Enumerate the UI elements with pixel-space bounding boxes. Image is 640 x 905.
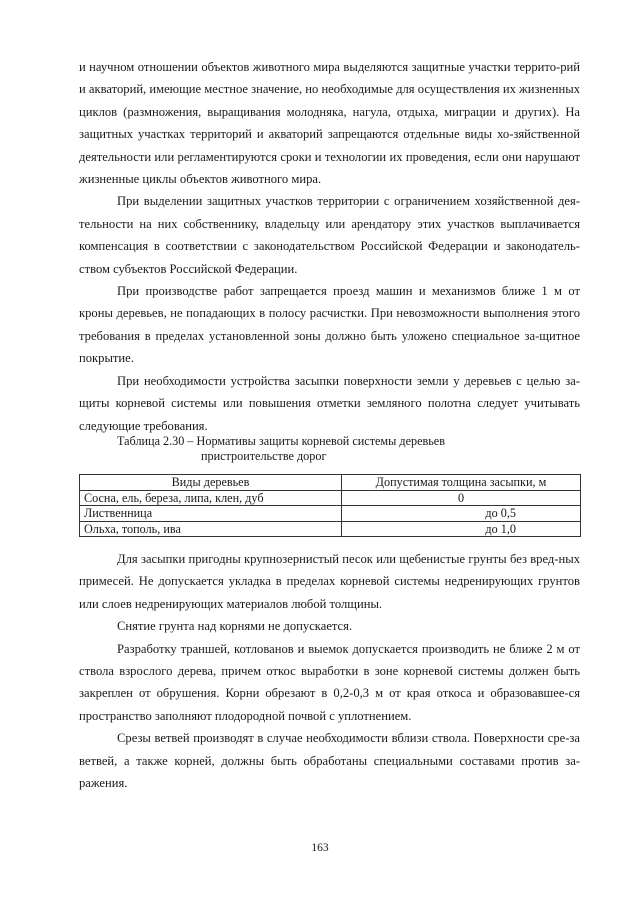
- table-header-row: [80, 475, 581, 491]
- text-block-top: [79, 56, 580, 437]
- paragraph: Снятие грунта над корнями не допускается.: [117, 619, 353, 634]
- paragraph: Для засыпки пригодны крупнозернистый песок или щебенистые грунты без вред-ных примесей. Не допускается укладка в пределах корневой системы недренирующих грунтов или слоев недренирующих материалов любой толщины.: [79, 552, 580, 611]
- table-cell-thickness: до 1,0: [342, 521, 581, 537]
- table-caption-line1: Таблица 2.30 – Нормативы защиты корневой системы деревьев: [117, 434, 445, 448]
- table-caption-line2: пристроительстве дорог: [201, 449, 327, 463]
- table-header-fill-thickness: Допустимая толщина засыпки, м: [342, 475, 581, 491]
- paragraph: и научном отношении объектов животного мира выделяются защитные участки террито-рий и акваторий, имеющие местное значение, но необходимые для осуществления их жизненных циклов (размножения, выращивания молодняка, нагула, отдыха, миграции и других). На защитных участках территорий и акваторий запрещаются отдельные виды хо-зяйственной деятельности или регламентируются сроки и технологии их проведения, если они нарушают жизненные циклы объектов животного мира.: [79, 60, 580, 187]
- paragraph: Разработку траншей, котлованов и выемок допускается производить не ближе 2 м от ствола взрослого дерева, причем откос выработки в зоне корневой системы должен быть закреплен от обрушения. Корни обрезают в 0,2-0,3 м от края откоса и образовавшее-ся пространство заполняют плодородной почвой с уплотнением.: [79, 641, 580, 723]
- paragraph: При необходимости устройства засыпки поверхности земли у деревьев с целью за-щиты корневой системы или повышения отметки земляного полотна следует учитывать следующие требования.: [79, 373, 580, 433]
- table-row: [80, 506, 581, 522]
- root-protection-table: [79, 474, 581, 537]
- table-caption: [117, 434, 445, 464]
- table-cell-thickness: до 0,5: [342, 506, 581, 522]
- paragraph: При производстве работ запрещается проезд машин и механизмов ближе 1 м от кроны деревьев, не попадающих в полосу расчистки. При невозможности выполнения этого требования в пределах установленной зоны должно быть уложено специальное за-щитное покрытие.: [79, 284, 580, 366]
- page-number: 163: [311, 842, 329, 854]
- table-cell-species: Сосна, ель, береза, липа, клен, дуб: [80, 490, 342, 506]
- paragraph: Срезы ветвей производят в случае необходимости вблизи ствола. Поверхности сре-за ветвей, а также корней, должны быть обработаны специальными составами против за-ражения.: [79, 731, 580, 791]
- text-block-bottom: [79, 548, 580, 794]
- table-cell-species: Ольха, тополь, ива: [80, 521, 342, 537]
- table-row: [80, 490, 581, 506]
- table-cell-thickness: 0: [342, 490, 581, 506]
- table-header-tree-species: Виды деревьев: [80, 475, 342, 491]
- paragraph: При выделении защитных участков территории с ограничением хозяйственной дея-тельности на них собственнику, владельцу или арендатору этих участков выплачивается компенсация в соответствии с законодательством Российской Федерации и законодатель-ством субъектов Российской Федерации.: [79, 194, 580, 276]
- table-cell-species: Лиственница: [80, 506, 342, 522]
- table-row: [80, 521, 581, 537]
